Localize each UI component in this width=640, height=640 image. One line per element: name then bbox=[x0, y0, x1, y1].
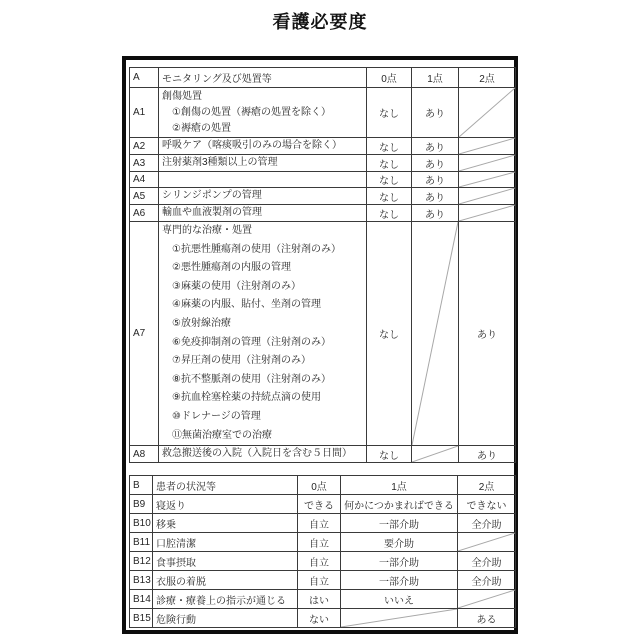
item-line: ⑩ドレナージの管理 bbox=[172, 410, 261, 422]
row-id-cell: A5 bbox=[130, 188, 159, 205]
item-label-cell: 食事摂取 bbox=[153, 552, 298, 571]
item-label-cell bbox=[159, 188, 367, 205]
score-1-na-cell bbox=[412, 446, 459, 463]
page-title: 看護必要度 bbox=[272, 12, 368, 32]
item-line: 呼吸ケア（喀痰吸引のみの場合を除く） bbox=[162, 140, 342, 151]
table-row-a8 bbox=[130, 446, 516, 463]
score-2-na-cell bbox=[459, 205, 516, 222]
score-2-cell: 全介助 bbox=[458, 571, 516, 590]
item-label-cell: 寝返り bbox=[153, 495, 298, 514]
item-label-cell: 危険行動 bbox=[153, 609, 298, 628]
score-2-na-cell bbox=[458, 533, 516, 552]
item-label-cell bbox=[159, 446, 367, 463]
item-label-cell: 移乗 bbox=[153, 514, 298, 533]
item-line: ⑨抗血栓塞栓薬の持続点滴の使用 bbox=[172, 392, 321, 404]
score-0-cell: はい bbox=[298, 590, 341, 609]
row-id-cell: B15 bbox=[130, 609, 153, 628]
table-b-header-score1: 1点 bbox=[341, 476, 458, 495]
score-1-cell: 一部介助 bbox=[341, 514, 458, 533]
score-0-cell: ない bbox=[298, 609, 341, 628]
table-b-header-score0: 0点 bbox=[298, 476, 341, 495]
item-line: ②褥瘡の処置 bbox=[172, 122, 231, 134]
na-diagonal-icon bbox=[459, 205, 515, 221]
table-row-a3 bbox=[130, 155, 516, 172]
na-diagonal-icon bbox=[459, 188, 515, 204]
score-2-cell: 全介助 bbox=[458, 514, 516, 533]
item-label-cell: 診療・療養上の指示が通じる bbox=[153, 590, 298, 609]
na-diagonal-icon bbox=[459, 155, 515, 171]
table-row-b9 bbox=[130, 495, 516, 514]
score-2-cell: できない bbox=[458, 495, 516, 514]
item-label-cell bbox=[159, 222, 367, 446]
table-a-header-score1: 1点 bbox=[412, 68, 459, 88]
score-1-cell: あり bbox=[412, 88, 459, 138]
score-1-na-cell bbox=[412, 222, 459, 446]
score-0-cell: なし bbox=[367, 188, 412, 205]
row-id-cell: A3 bbox=[130, 155, 159, 172]
table-row-b10 bbox=[130, 514, 516, 533]
table-row-a2 bbox=[130, 138, 516, 155]
row-id-cell: B9 bbox=[130, 495, 153, 514]
na-diagonal-icon bbox=[458, 590, 515, 608]
table-b-patient-status bbox=[129, 475, 516, 628]
table-row-a5 bbox=[130, 188, 516, 205]
item-label-cell: 口腔清潔 bbox=[153, 533, 298, 552]
score-1-na-cell bbox=[341, 609, 458, 628]
score-2-na-cell bbox=[459, 155, 516, 172]
score-1-cell: あり bbox=[412, 188, 459, 205]
score-1-cell: 何かにつかまればできる bbox=[341, 495, 458, 514]
na-diagonal-icon bbox=[412, 446, 458, 462]
row-id-cell: B10 bbox=[130, 514, 153, 533]
table-a-header-row bbox=[130, 68, 516, 88]
score-0-cell: できる bbox=[298, 495, 341, 514]
table-b-header-label: 患者の状況等 bbox=[153, 476, 298, 495]
item-line: ①抗悪性腫瘍剤の使用（注射剤のみ） bbox=[172, 243, 341, 255]
row-id-cell: B12 bbox=[130, 552, 153, 571]
table-row-a7 bbox=[130, 222, 516, 446]
section-a-code: A bbox=[130, 68, 159, 88]
row-id-cell: B13 bbox=[130, 571, 153, 590]
score-2-cell: あり bbox=[459, 446, 516, 463]
na-diagonal-icon bbox=[412, 222, 458, 445]
row-id-cell: A4 bbox=[130, 172, 159, 188]
item-line: ⑧抗不整脈剤の使用（注射剤のみ） bbox=[172, 373, 331, 385]
table-b-header-score2: 2点 bbox=[458, 476, 516, 495]
item-line: ⑥免疫抑制剤の管理（注射剤のみ） bbox=[172, 336, 331, 348]
score-2-na-cell bbox=[459, 138, 516, 155]
item-line: シリンジポンプの管理 bbox=[162, 190, 262, 201]
table-a-header-score2: 2点 bbox=[459, 68, 516, 88]
item-label-cell bbox=[159, 155, 367, 172]
row-id-cell: A8 bbox=[130, 446, 159, 463]
item-line: ②悪性腫瘍剤の内服の管理 bbox=[172, 262, 291, 274]
score-1-cell: あり bbox=[412, 172, 459, 188]
table-row-b14 bbox=[130, 590, 516, 609]
item-line: ③麻薬の使用（注射剤のみ） bbox=[172, 280, 301, 292]
table-row-b13 bbox=[130, 571, 516, 590]
item-line: ①創傷の処置（褥瘡の処置を除く） bbox=[172, 106, 331, 118]
item-label-cell bbox=[159, 205, 367, 222]
score-0-cell: なし bbox=[367, 88, 412, 138]
item-label-cell bbox=[159, 172, 367, 188]
table-a-header-score0: 0点 bbox=[367, 68, 412, 88]
score-1-cell: 一部介助 bbox=[341, 571, 458, 590]
score-1-cell: あり bbox=[412, 155, 459, 172]
score-0-cell: なし bbox=[367, 155, 412, 172]
table-row-b15 bbox=[130, 609, 516, 628]
table-row-a6 bbox=[130, 205, 516, 222]
outer-frame bbox=[122, 56, 518, 634]
na-diagonal-icon bbox=[341, 609, 457, 627]
score-0-cell: なし bbox=[367, 205, 412, 222]
table-b-header-row bbox=[130, 476, 516, 495]
score-2-cell: 全介助 bbox=[458, 552, 516, 571]
item-line: 創傷処置 bbox=[162, 90, 202, 102]
score-0-cell: 自立 bbox=[298, 533, 341, 552]
score-1-cell: 一部介助 bbox=[341, 552, 458, 571]
na-diagonal-icon bbox=[459, 88, 515, 137]
item-label-cell bbox=[159, 138, 367, 155]
item-line: 注射薬剤3種類以上の管理 bbox=[162, 157, 278, 168]
table-row-a1 bbox=[130, 88, 516, 138]
item-line: ⑪無菌治療室での治療 bbox=[172, 429, 272, 441]
table-row-b12 bbox=[130, 552, 516, 571]
item-label-cell: 衣服の着脱 bbox=[153, 571, 298, 590]
na-diagonal-icon bbox=[459, 172, 515, 187]
score-2-cell: ある bbox=[458, 609, 516, 628]
score-2-na-cell bbox=[459, 188, 516, 205]
score-0-cell: なし bbox=[367, 138, 412, 155]
row-id-cell: A2 bbox=[130, 138, 159, 155]
item-line: ⑤放射線治療 bbox=[172, 317, 231, 329]
score-1-cell: いいえ bbox=[341, 590, 458, 609]
score-0-cell: 自立 bbox=[298, 552, 341, 571]
score-2-na-cell bbox=[459, 172, 516, 188]
score-1-cell: あり bbox=[412, 138, 459, 155]
score-1-cell: あり bbox=[412, 205, 459, 222]
na-diagonal-icon bbox=[459, 138, 515, 154]
row-id-cell: B11 bbox=[130, 533, 153, 552]
score-0-cell: なし bbox=[367, 222, 412, 446]
score-2-cell: あり bbox=[459, 222, 516, 446]
score-1-cell: 要介助 bbox=[341, 533, 458, 552]
score-2-na-cell bbox=[458, 590, 516, 609]
item-line: ⑦昇圧剤の使用（注射剤のみ） bbox=[172, 355, 311, 367]
score-0-cell: 自立 bbox=[298, 514, 341, 533]
row-id-cell: A6 bbox=[130, 205, 159, 222]
score-0-cell: 自立 bbox=[298, 571, 341, 590]
row-id-cell: A7 bbox=[130, 222, 159, 446]
table-row-a4 bbox=[130, 172, 516, 188]
section-b-code: B bbox=[130, 476, 153, 495]
na-diagonal-icon bbox=[458, 533, 515, 551]
score-0-cell: なし bbox=[367, 446, 412, 463]
item-label-cell bbox=[159, 88, 367, 138]
row-id-cell: A1 bbox=[130, 88, 159, 138]
item-line: 輸血や血液製剤の管理 bbox=[162, 207, 262, 218]
row-id-cell: B14 bbox=[130, 590, 153, 609]
item-line: ④麻薬の内服、貼付、坐剤の管理 bbox=[172, 299, 321, 311]
table-a-monitoring bbox=[129, 67, 516, 463]
table-a-header-label: モニタリング及び処置等 bbox=[159, 68, 367, 88]
score-0-cell: なし bbox=[367, 172, 412, 188]
score-2-na-cell bbox=[459, 88, 516, 138]
table-row-b11 bbox=[130, 533, 516, 552]
item-line: 救急搬送後の入院（入院日を含む５日間） bbox=[162, 448, 352, 460]
item-line: 専門的な治療・処置 bbox=[162, 225, 252, 236]
